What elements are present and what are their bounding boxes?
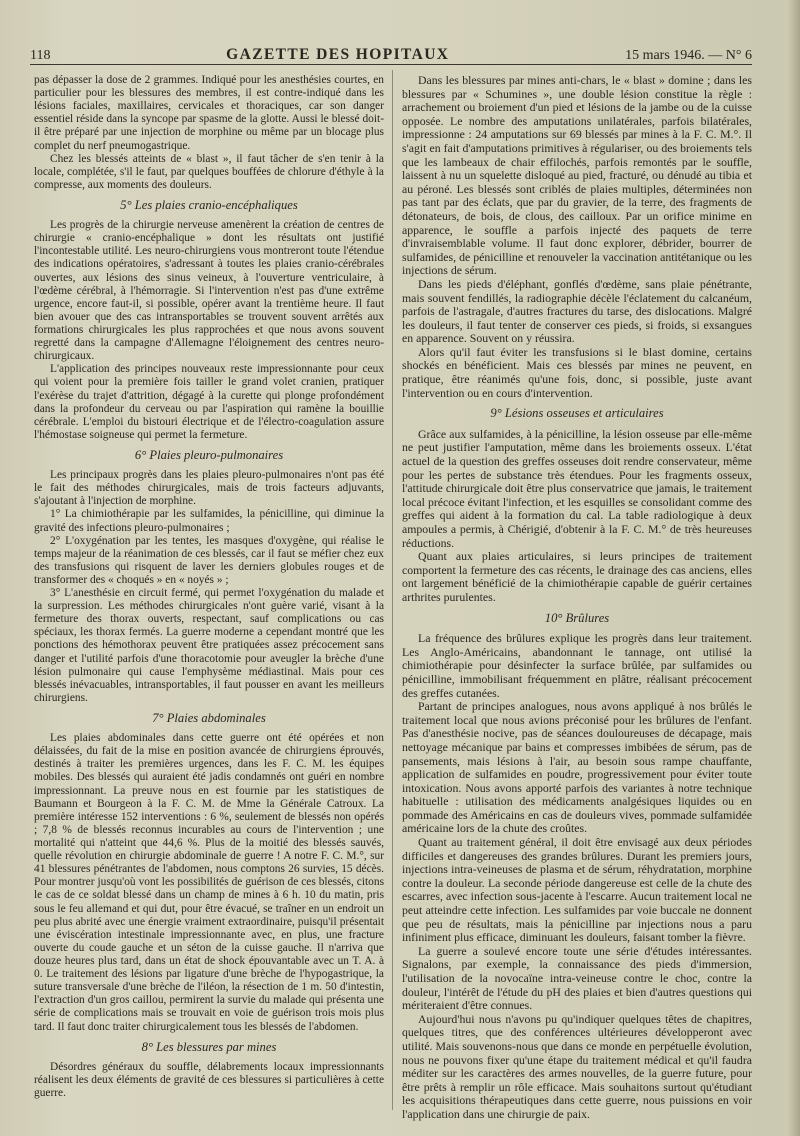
paragraph: Grâce aux sulfamides, à la pénicilline, la lésion osseuse par elle-même ne peut justifier l'amputation, même dans les broiements osseux. L'état actuel de la question des greffes osseuses doit rendre conservateur, même pour les pertes de substance très étendues. Pour les fragments osseux, l'attitude chirurgicale doit être plus conservatrice que jamais, le traitement local précoce évitant l'infection, et les esquilles se consolidant comme des greffes qui aident à la formation du cal. La table radiologique à deux ampoules a permis, à Chérigié, d'obtenir à la F. C. M.° de très heureuses réductions. (402, 426, 752, 550)
right-column (402, 74, 752, 1122)
paragraph: Partant de principes analogues, nous avons appliqué à nos brûlés le traitement local que nous avions préconisé pour les brûlures de l'enfant. Pas d'anesthésie nocive, pas de séances douloureuses de décapage, mais nettoyage mécanique par bains et compresses imbibées de sérum, pas de pansements, mais lésions à l'air, au besoin sous rampe chauffante, application de sulfamides en poudre, progressivement pour éviter toute intoxication. Nous avons apporté parfois des variantes à notre technique habituelle : utilisation des médicaments analgésiques liquides ou en pommade des Américains en cas de douleurs vives, pommade sulfamidée américaine lors de la chute des croûtes. (402, 699, 752, 836)
page-edge-shadow (788, 0, 800, 1136)
paragraph: 1° La chimiothérapie par les sulfamides, la pénicilline, qui diminue la gravité des infections pleuro-pulmonaires ; (34, 508, 384, 534)
paragraph: Les principaux progrès dans les plaies pleuro-pulmonaires n'ont pas été le fait des méthodes chirurgicales, mais de trois facteurs adjuvants, s'ajoutant à l'injection de morphine. (34, 469, 384, 508)
section-heading: 10° Brûlures (544, 610, 610, 625)
paragraph: Les progrès de la chirurgie nerveuse amenèrent la création de centres de chirurgie « cranio-encéphalique » dont les résultats ont justifié l'incontestable utilité. Les neuro-chirurgiens vous montreront toute l'étendue des indications opératoires, s'adressant à toutes les plaies cranio-cérébrales ouvertes, aux lésions des sinus veineux, à l'ouverture ventriculaire, à l'œdème cérébral, à l'hémorragie. Si l'intervention n'est pas d'une extrême urgence, encore faut-il, si possible, opérer avant la trentième heure. Il faut bien avouer que des cas intransportables se trouvent souvent arrêtés aux formations chirurgicales les plus rapprochées et que nous avons souvent regretté dans la campagne d'Allemagne l'éloignement des centres neuro-chirurgicaux. (34, 219, 384, 363)
section-heading: 7° Plaies abdominales (152, 711, 266, 726)
paragraph: Dans les pieds d'éléphant, gonflés d'œdème, sans plaie pénétrante, mais souvent fendillés, la radiographie décèle l'éclatement du calcanéum, parfois de l'astragale, d'autres fractures du tarse, des dislocations. Malgré les douleurs, il faut tenter de conserver ces pieds, si froids, si exsangues en apparence. Souvent on y réussira. (402, 276, 752, 346)
paragraph: 2° L'oxygénation par les tentes, les masques d'oxygène, qui réalise le temps majeur de la réanimation de ces blessés, car il faut se méfier chez eux des transfusions qui risquent de laver les derniers globules rouges et de transformer des « choqués » en « noyés » ; (34, 534, 384, 586)
section-heading: 9° Lésions osseuses et articulaires (490, 406, 664, 421)
paragraph: Chez les blessés atteints de « blast », il faut tâcher de s'en tenir à la locale, complétée, s'il le faut, par quelques bouffées de chlorure d'éthyle à la compresse, aux moments des douleurs. (34, 152, 384, 191)
paragraph: pas dépasser la dose de 2 grammes. Indiqué pour les anesthésies courtes, en particulier pour les blessures des membres, il est contre-indiqué dans les lésions faciales, maxillaires, cervicales et thoraciques, car son danger essentiel réside dans la syncope par spasme de la glotte. Aussi le blessé doit-il être préparé par une injection de morphine ou même par un blocage plus complet du nerf pneumogastrique. (34, 74, 384, 152)
paragraph: 3° L'anesthésie en circuit fermé, qui permet l'oxygénation du malade et la surpression. Les méthodes chirurgicales n'ont guère varié, visant à la fermeture des thorax ouverts, respectant, sauf complications ou cas spéciaux, les thorax fermés. La guerre moderne a cependant montré que les ponctions des hémothorax peuvent être pratiquées assez précocement sans danger et l'utilité parfois d'une thoracotomie pour aveugler la brèche d'une lésion pulmonaire qui cause l'emphysème médiastinal. Mais pour ces blessés inévacuables, intransportables, il faut pousser en avant les meilleurs chirurgiens. (34, 587, 384, 704)
column-divider (392, 70, 393, 1110)
section-heading: 6° Plaies pleuro-pulmonaires (134, 447, 284, 462)
paragraph: La guerre a soulevé encore toute une série d'études intéressantes. Signalons, par exemple, la connaissance des pieds d'immersion, l'utilisation de la novocaïne intra-veineuse contre le choc, contre la douleur, l'intérêt de l'étude du pH des plaies et bien d'autres questions qui mériteraient d'être connues. (402, 943, 752, 1013)
paragraph: Quant au traitement général, il doit être envisagé aux deux périodes difficiles et dangereuses des grandes brûlures. Durant les premiers jours, injections intra-veineuses de plasma et de sérum, réhydratation, morphine contre la douleur. La seconde période dangereuse est celle de la chute des escarres, avec infection sous-jacente à l'escarre. Aucun traitement local ne peut atteindre cette infection. Les sulfamides par voie buccale ne donnent que peu de résultats, mais la pénicilline par injections nous a paru infiniment plus efficace, diminuant les douleurs, faisant tomber la fièvre. (402, 835, 752, 945)
journal-title: GAZETTE DES HOPITAUX (226, 46, 450, 63)
paragraph: Alors qu'il faut éviter les transfusions si le blast domine, certains shockés en bénéficient. Mais ces blessés par mines ne peuvent, en pratique, être réanimés qu'une fois, donc, si possible, juste avant l'intervention ou en cours d'intervention. (402, 344, 752, 400)
paragraph: Désordres généraux du souffle, délabrements locaux impressionnants réalisent les deux éléments de gravité de ces blessures si particulières à cette guerre. (34, 1060, 384, 1099)
paragraph: Aujourd'hui nous n'avons pu qu'indiquer quelques têtes de chapitres, quelques titres, que des conférences ultérieures développeront avec utilité. Mais souvenons-nous que dans ce monde en perpétuelle évolution, nous ne pouvons fixer qu'une étape du traitement médical et qu'il faudra méditer sur les caractères des armes nouvelles, de la guerre future, pour être prêts à remplir un rôle efficace. Mais souhaitons surtout qu'étudiant les acquisitions thérapeutiques dans cette guerre, nous puissions en voir l'application dans une chirurgie de paix. (402, 1011, 752, 1121)
paragraph: Dans les blessures par mines anti-chars, le « blast » domine ; dans les blessures par « Schumines », une double lésion constitue la règle : arrachement ou broiement d'un pied et lésions de la jambe ou de la cuisse opposée. Le nombre des amputations unilatérales, parfois bilatérales, impressionne : 24 amputations sur 69 blessés par mines à la F. C. M.°. Il s'agit en fait d'amputations primitives à régulariser, ou des broiements tels que les lambeaux de chair effilochés, parfois remontés par le souffle, laissent à nu un squelette disloqué au pied, fracturé, ou dénudé au tibia et au péroné. Les blessés sont criblés de plaies multiples, déterminées non pas tant par des éclats, que par du gravier, de la terre, des fragments de détonateurs, de bois, de clous, des cailloux. Par un orifice minime en apparence, le souffle a parfois injecté des paquets de terre d'invraisemblable volume. Il faut donc explorer, débrider, bourrer de sulfamides, de pénicilline et renouveler la vaccination antitétanique ou les injections de sérum. (402, 73, 752, 278)
section-heading: 5° Les plaies cranio-encéphaliques (120, 197, 298, 212)
page-number: 118 (30, 48, 51, 63)
left-column (34, 74, 384, 1100)
paragraph: Les plaies abdominales dans cette guerre ont été opérées et non délaissées, du fait de la mise en position avancée de chirurgiens éprouvés, destinés à traiter les premières urgences, dans les F. C. M. les équipes mobiles. Des blessés qui auraient été jadis condamnés ont guéri en nombre impressionnant. La preuve nous en est fournie par les statistiques de Baumann et Bourgeon à la F. C. M. de Mme la Générale Catroux. La première intéresse 152 interventions : 6 %, seulement de blessés non opérés ; 7,8 % de blessés reconnus incurables au cours de l'intervention ; une mortalité qui n'atteint que 44,6 %. Plus de la moitié des blessés sauvés, quelle révolution en chirurgie abdominale de guerre ! A notre F. C. M.°, sur 41 blessures pénétrantes de l'abdomen, nous comptons 26 survies, 15 décès. Pour montrer jusqu'où vont les possibilités de guérison de ces blessés, citons le cas de ce soldat blessé dans un champ de mines à 6 h. 10 du matin, pris sous le feu allemand et qui dut, pour être évacué, se traîner en un endroit un peu plus abrité avec une énergie vraiment extraordinaire, puisqu'il présentait une éviscération intestinale impressionnante avec, en plus, une fracture ouverte du coude gauche et un séton de la cuisse gauche. Il n'arriva que douze heures plus tard, dans un état de shock épouvantable avec un T. A. à 0. Le traitement des lésions par ligature d'une brèche de l'hypogastrique, la suture transversale d'une brèche de l'iléon, la résection de 1 m. 50 d'intestin, l'extraction d'un gros caillou, permirent la survie du malade qui présenta une série de complications mais se trouvait en voie de guérison trois mois plus tard. Il faut donc traiter chirurgicalement tous les blessés de l'abdomen. (34, 732, 384, 1033)
section-heading: 8° Les blessures par mines (141, 1039, 277, 1054)
paragraph: L'application des principes nouveaux reste impressionnante pour ceux qui voient pour la première fois tailler le grand volet cranien, pratiquer l'exérèse du trajet d'attrition, dégagé à la curette qui plonge profondément dans la profondeur du cerveau ou par l'aspiration qui ramène la bouillie cérébrale. L'emploi du bistouri électrique et de l'électro-coagulation assure l'hémostase soigneuse qui permet la fermeture. (34, 363, 384, 441)
paragraph: Quant aux plaies articulaires, si leurs principes de traitement comportent la fermeture des cas récents, le drainage des cas anciens, elles ont largement bénéficié de la chimiothérapie capable de guérir certaines arthrites purulentes. (402, 549, 752, 604)
paragraph: La fréquence des brûlures explique les progrès dans leur traitement. Les Anglo-Américains, abandonnant le tannage, ont utilisé la chimiothérapie pour désinfecter la surface brûlée, par sulfamides ou pénicilline, immobilisant fréquemment en plâtre, réalisant précocement des greffes cutanées. (402, 631, 752, 700)
page-header (30, 40, 752, 65)
issue-date: 15 mars 1946. — N° 6 (625, 48, 752, 63)
